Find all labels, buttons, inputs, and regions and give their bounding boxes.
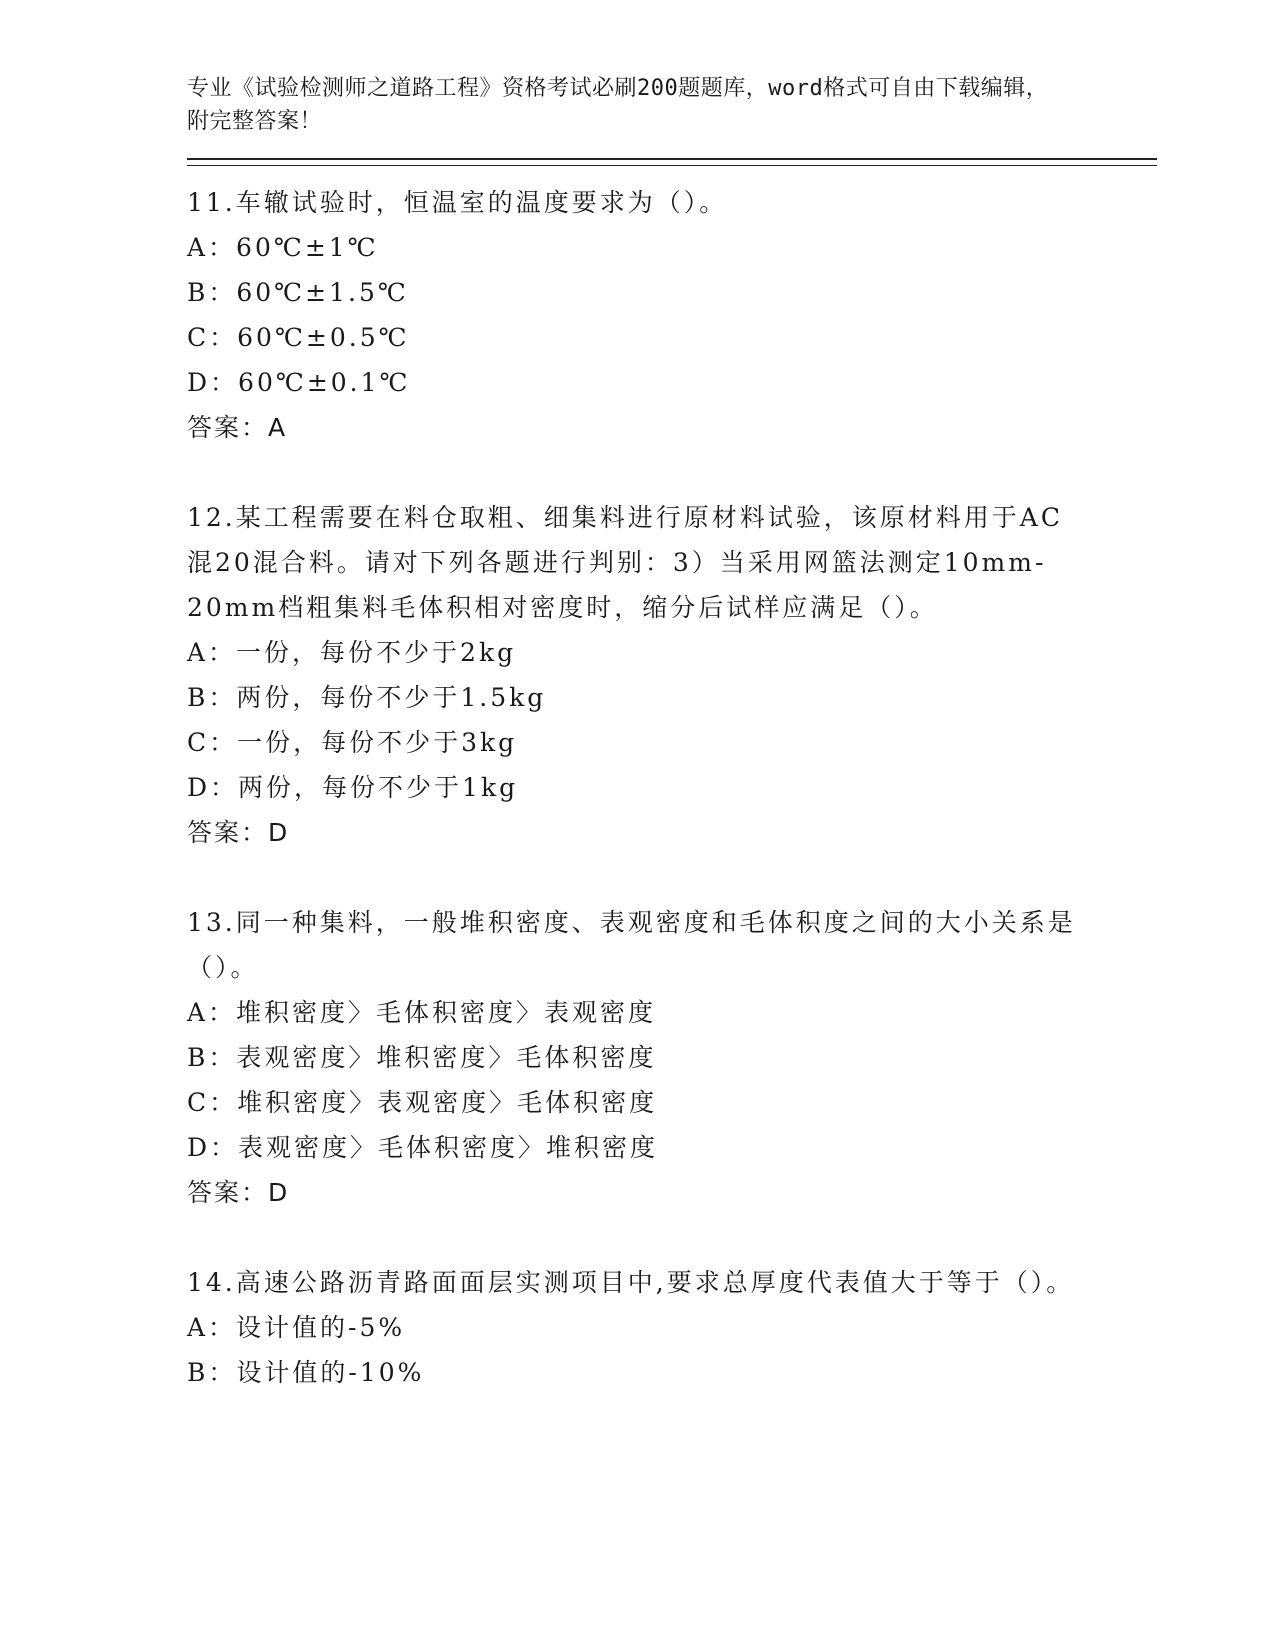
- option-c: C：一份，每份不少于3kg: [187, 728, 518, 757]
- option-a: A：60℃±1℃: [187, 233, 379, 262]
- option-b: B：两份，每份不少于1.5kg: [187, 683, 547, 712]
- option-b: B：60℃±1.5℃: [187, 278, 409, 307]
- document-header: 专业《试验检测师之道路工程》资格考试必刷200题题库，word格式可自由下载编辑，附完整答案！: [187, 76, 1049, 134]
- document-page: [187, 72, 1157, 1395]
- question-13: [187, 900, 1157, 1216]
- option-b: B：设计值的-10%: [187, 1358, 425, 1387]
- answer: 答案：D: [187, 818, 290, 847]
- question-text: 13.同一种集料，一般堆积密度、表观密度和毛体积度之间的大小关系是（）。: [187, 908, 1076, 982]
- answer: 答案：A: [187, 413, 288, 442]
- question-text: 12.某工程需要在料仓取粗、细集料进行原材料试验，该原材料用于AC混20混合料。请对下列各题进行判别：3）当采用网篮法测定10mm-20mm档粗集料毛体积相对密度时，缩分后试样应满足（）。: [187, 503, 1063, 622]
- question-14: [187, 1260, 1157, 1395]
- option-a: A：堆积密度〉毛体积密度〉表观密度: [187, 998, 657, 1027]
- question-11: [187, 180, 1157, 451]
- header-divider: [187, 158, 1157, 166]
- question-text: 11.车辙试验时，恒温室的温度要求为（）。: [187, 188, 728, 217]
- option-c: C：60℃±0.5℃: [187, 323, 410, 352]
- answer: 答案：D: [187, 1178, 290, 1207]
- question-12: [187, 495, 1157, 856]
- option-a: A：一份，每份不少于2kg: [187, 638, 517, 667]
- option-b: B：表观密度〉堆积密度〉毛体积密度: [187, 1043, 657, 1072]
- option-a: A：设计值的-5%: [187, 1313, 406, 1342]
- question-text: 14.高速公路沥青路面面层实测项目中,要求总厚度代表值大于等于（）。: [187, 1268, 1075, 1297]
- option-c: C：堆积密度〉表观密度〉毛体积密度: [187, 1088, 658, 1117]
- option-d: D：60℃±0.1℃: [187, 368, 411, 397]
- option-d: D：两份，每份不少于1kg: [187, 773, 519, 802]
- option-d: D：表观密度〉毛体积密度〉堆积密度: [187, 1133, 659, 1162]
